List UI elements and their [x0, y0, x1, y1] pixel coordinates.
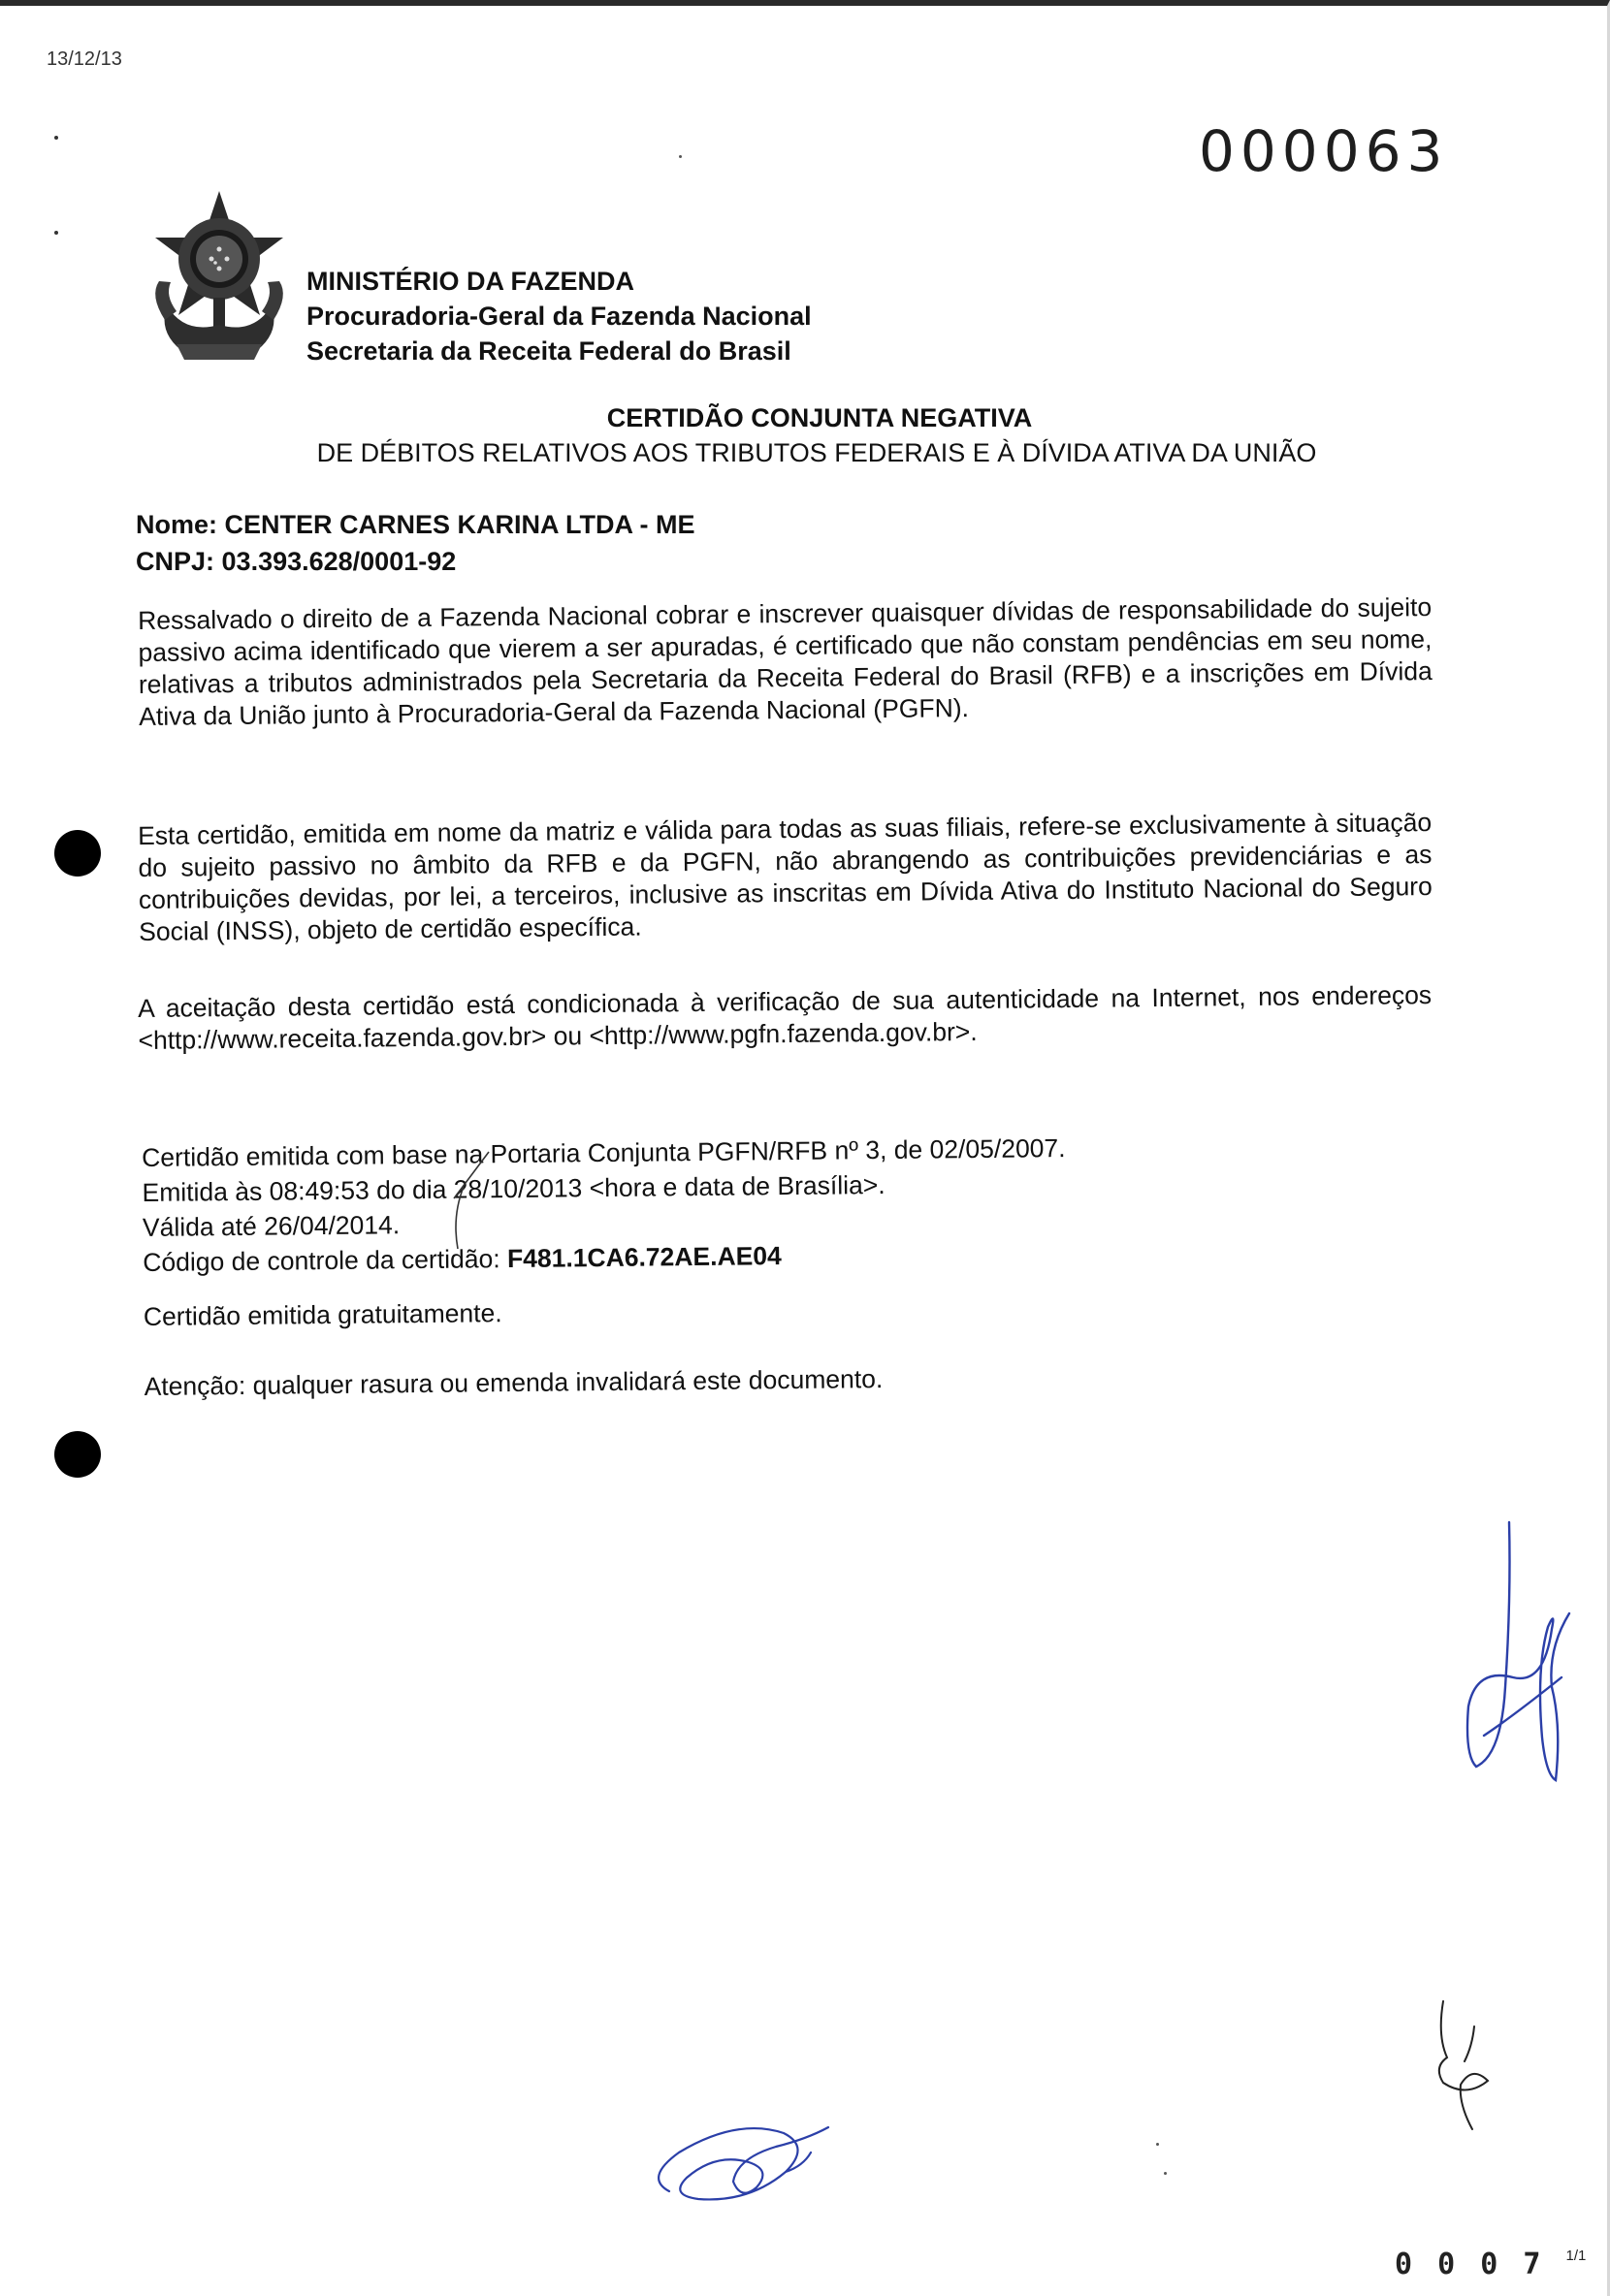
scope-paragraph: Esta certidão, emitida em nome da matriz e válida para todas as suas filiais, refere-se exclusivamente à situação do sujeito passivo no âmbito da RFB e da PGFN, não abrangendo as contribuições previdenciárias e as contribuições devidas, por lei, a terceiros, inclusive as inscritas em Dívida Ativa do Instituto Nacional do Seguro Social (INSS), objeto de certidão específica. [138, 808, 1433, 946]
scan-speck [54, 231, 58, 235]
page-stamp-bottom: 0 0 0 7 [1395, 2248, 1545, 2281]
taxpayer-name-label: Nome: [136, 510, 218, 539]
taxpayer-name-line [136, 506, 695, 543]
scan-speck [679, 155, 682, 158]
issuance-details [142, 1131, 1068, 1404]
legal-basis: Certidão emitida com base na Portaria Conjunta PGFN/RFB nº 3, de 02/05/2007. [142, 1133, 1066, 1172]
page-number-stamp: 000063 [1199, 118, 1449, 184]
handwritten-initials-icon [1414, 1997, 1501, 2133]
taxpayer-identification [136, 506, 695, 580]
valid-until: Válida até 26/04/2014. [142, 1210, 401, 1242]
control-code-label: Código de controle da certidão: [143, 1244, 500, 1277]
page-number-footer [1395, 2248, 1586, 2281]
agency-pgfn: Procuradoria-Geral da Fazenda Nacional [306, 302, 812, 331]
control-code: F481.1CA6.72AE.AE04 [506, 1241, 782, 1274]
handwritten-signature-icon [1455, 1513, 1581, 1794]
taxpayer-cnpj-line [136, 543, 695, 580]
certification-paragraph: Ressalvado o direito de a Fazenda Nacional cobrar e inscrever quaisquer dívidas de responsabilidade do sujeito passivo acima identificado que vierem a ser apuradas, é certificado que não constam pendências em seu nome, relativas a tributos administrados pela Secretaria da Receita Federal do Brasil (RFB) e a inscrições em Dívida Ativa da União junto à Procuradoria-Geral da Fazenda Nacional (PGFN). [138, 592, 1433, 731]
page-fraction: 1/1 [1565, 2248, 1587, 2264]
tamper-warning: Atenção: qualquer rasura ou emenda invalidará este documento. [144, 1364, 884, 1401]
pen-stroke-mark [444, 1148, 502, 1255]
cnpj-value: 03.393.628/0001-92 [221, 547, 457, 576]
scan-date: 13/12/13 [47, 48, 122, 70]
cnpj-label: CNPJ: [136, 547, 215, 576]
verification-paragraph: A aceitação desta certidão está condicionada à verificação de sua autenticidade na Internet, nos endereços <http://www.receita.fazenda.gov.br> ou <http://www.pgfn.fazenda.gov.br>. [138, 980, 1433, 1055]
free-issue-note: Certidão emitida gratuitamente. [143, 1298, 502, 1331]
handwritten-rubric-icon [640, 2114, 844, 2211]
punch-hole [54, 830, 101, 877]
certificate-title-block [0, 401, 1610, 469]
certificate-subtitle: DE DÉBITOS RELATIVOS AOS TRIBUTOS FEDERAIS E À DÍVIDA ATIVA DA UNIÃO [316, 438, 1317, 467]
brazil-coat-of-arms-icon [147, 189, 291, 366]
ministry-name: MINISTÉRIO DA FAZENDA [306, 267, 635, 296]
agency-rfb: Secretaria da Receita Federal do Brasil [306, 336, 791, 366]
issuer-header [306, 264, 812, 368]
issued-at: Emitida às 08:49:53 do dia 28/10/2013 <hora e data de Brasília>. [142, 1169, 886, 1207]
certificate-title: CERTIDÃO CONJUNTA NEGATIVA [606, 403, 1033, 432]
taxpayer-name: CENTER CARNES KARINA LTDA - ME [224, 510, 695, 539]
scan-speck [1156, 2143, 1159, 2146]
scan-speck [1164, 2172, 1167, 2175]
punch-hole [54, 1431, 101, 1478]
scan-speck [54, 136, 58, 140]
